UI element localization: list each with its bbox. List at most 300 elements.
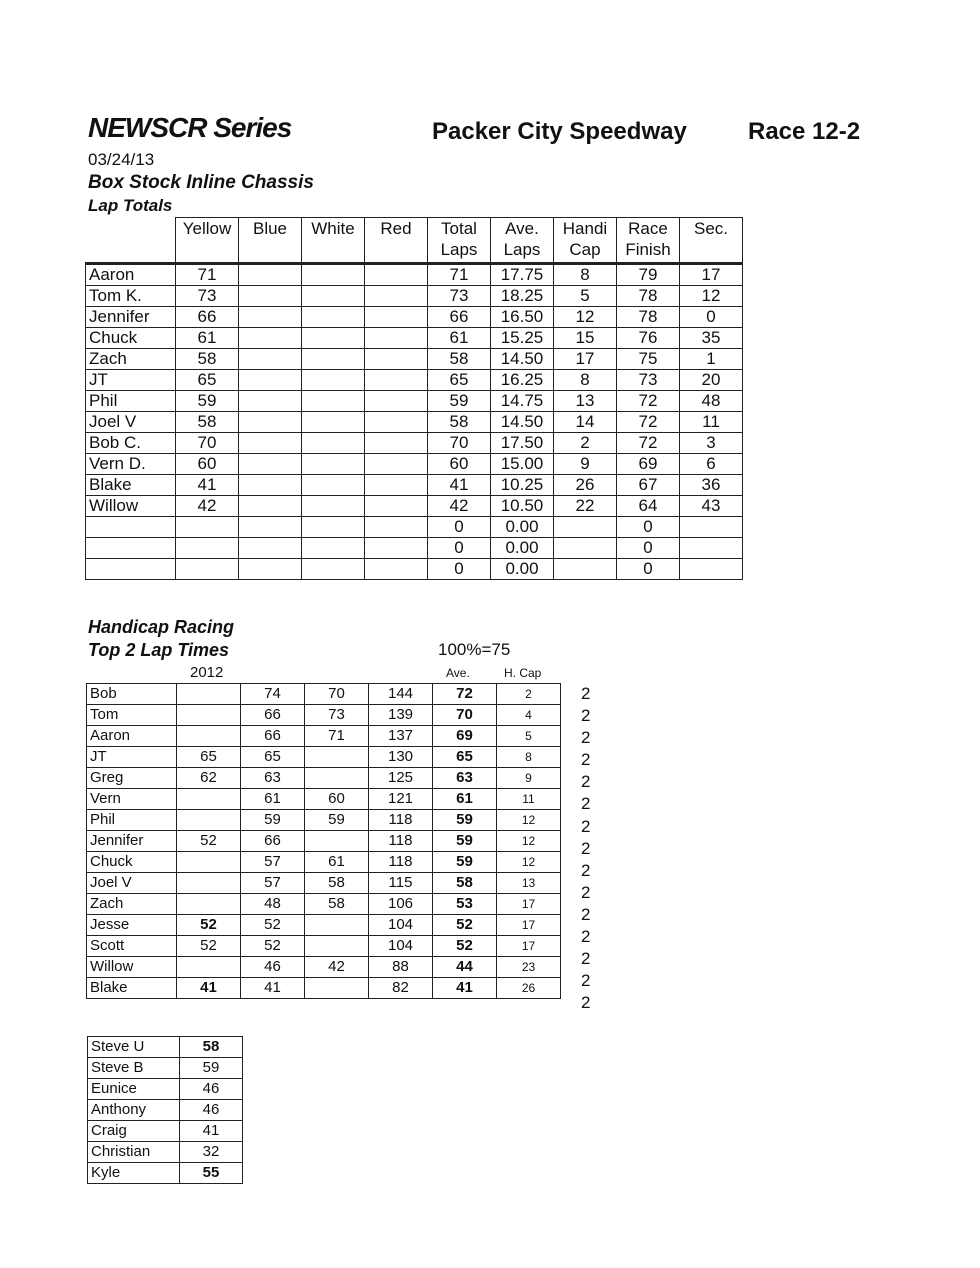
cell: 13: [554, 391, 617, 412]
cell: 61: [428, 328, 491, 349]
cell: 59: [433, 831, 497, 852]
cell: 12: [554, 307, 617, 328]
cell: 41: [177, 978, 241, 999]
column-header: Blue: [239, 218, 302, 264]
cell: [239, 349, 302, 370]
side-value: 2: [581, 838, 591, 858]
driver-name: Zach: [86, 349, 176, 370]
cell: 70: [433, 705, 497, 726]
table-row: [86, 328, 743, 349]
driver-name: Jesse: [87, 915, 177, 936]
driver-name: [86, 538, 176, 559]
cell: 44: [433, 957, 497, 978]
cell: 60: [305, 789, 369, 810]
cell: 52: [177, 936, 241, 957]
cell: 58: [433, 873, 497, 894]
cell: [177, 726, 241, 747]
hcap-label: H. Cap: [504, 666, 542, 680]
driver-name: Tom K.: [86, 286, 176, 307]
table-row: [87, 936, 561, 957]
percent-note: 100%=75: [438, 640, 511, 659]
cell: 17: [497, 894, 561, 915]
cell: 61: [305, 852, 369, 873]
cell: [239, 538, 302, 559]
cell: 66: [241, 726, 305, 747]
cell: 41: [428, 475, 491, 496]
column-header: Sec.: [680, 218, 743, 264]
cell: 67: [617, 475, 680, 496]
cell: 0: [617, 559, 680, 580]
side-value: 2: [581, 882, 591, 902]
cell: 61: [433, 789, 497, 810]
lap-totals-table: [85, 217, 743, 580]
cell: 0: [617, 538, 680, 559]
driver-name: Jennifer: [87, 831, 177, 852]
cell: 57: [241, 852, 305, 873]
driver-name: Willow: [87, 957, 177, 978]
cell: 16.25: [491, 370, 554, 391]
driver-name: Eunice: [88, 1079, 180, 1100]
table-row: [87, 831, 561, 852]
side-value: 2: [581, 794, 591, 814]
table-row: [87, 894, 561, 915]
handicap-heading: Handicap Racing: [88, 617, 235, 637]
cell: 0: [428, 538, 491, 559]
cell: 18.25: [491, 286, 554, 307]
cell: [365, 433, 428, 454]
cell: 65: [241, 747, 305, 768]
driver-name: Vern: [87, 789, 177, 810]
cell: [365, 307, 428, 328]
cell: [554, 559, 617, 580]
cell: 41: [241, 978, 305, 999]
driver-name: Chuck: [86, 328, 176, 349]
cell: 60: [428, 454, 491, 475]
column-header: White: [302, 218, 365, 264]
other-drivers-table: [87, 1036, 243, 1184]
driver-name: Vern D.: [86, 454, 176, 475]
cell: 72: [617, 412, 680, 433]
cell: 70: [176, 433, 239, 454]
cell: [239, 559, 302, 580]
cell: [177, 810, 241, 831]
table-row: [86, 496, 743, 517]
cell: [302, 475, 365, 496]
side-value: 2: [581, 927, 591, 947]
race-number: Race 12-2: [748, 118, 861, 145]
driver-name: Blake: [87, 978, 177, 999]
cell: 42: [428, 496, 491, 517]
cell: [305, 978, 369, 999]
top-laps-heading: Top 2 Lap Times: [88, 640, 230, 660]
driver-name: Joel V: [87, 873, 177, 894]
cell: 69: [433, 726, 497, 747]
cell: 14: [554, 412, 617, 433]
cell: [680, 517, 743, 538]
cell: 0: [680, 307, 743, 328]
cell: [365, 412, 428, 433]
cell: 66: [428, 307, 491, 328]
driver-name: Jennifer: [86, 307, 176, 328]
cell: 72: [433, 684, 497, 705]
cell: [177, 894, 241, 915]
cell: [365, 475, 428, 496]
cell: [239, 475, 302, 496]
cell: [305, 831, 369, 852]
cell: 115: [369, 873, 433, 894]
cell: 59: [305, 810, 369, 831]
side-value: 2: [581, 993, 591, 1013]
cell: 60: [176, 454, 239, 475]
cell: [302, 370, 365, 391]
driver-name: Greg: [87, 768, 177, 789]
table-row: [86, 517, 743, 538]
side-value: 2: [581, 728, 591, 748]
cell: 78: [617, 307, 680, 328]
cell: [305, 936, 369, 957]
cell: [177, 852, 241, 873]
cell: 46: [180, 1100, 243, 1121]
cell: [365, 517, 428, 538]
cell: 15.00: [491, 454, 554, 475]
cell: 63: [241, 768, 305, 789]
side-value: 2: [581, 684, 591, 703]
cell: [302, 517, 365, 538]
cell: [365, 496, 428, 517]
driver-name: Steve U: [88, 1037, 180, 1058]
cell: [305, 768, 369, 789]
cell: 104: [369, 915, 433, 936]
track-name: Packer City Speedway: [432, 118, 687, 145]
cell: 41: [180, 1121, 243, 1142]
table-row: [86, 412, 743, 433]
cell: [365, 349, 428, 370]
driver-name: Steve B: [88, 1058, 180, 1079]
table-row: [86, 370, 743, 391]
cell: 12: [497, 852, 561, 873]
cell: 59: [433, 810, 497, 831]
cell: 58: [305, 873, 369, 894]
cell: 75: [617, 349, 680, 370]
cell: 104: [369, 936, 433, 957]
cell: 139: [369, 705, 433, 726]
table-row: [86, 454, 743, 475]
cell: 70: [428, 433, 491, 454]
cell: 59: [180, 1058, 243, 1079]
table-row: [87, 915, 561, 936]
table-row: [88, 1058, 243, 1079]
cell: 65: [176, 370, 239, 391]
cell: [239, 370, 302, 391]
table-row: [86, 307, 743, 328]
table-row: [87, 768, 561, 789]
cell: 52: [177, 915, 241, 936]
cell: 130: [369, 747, 433, 768]
cell: 32: [180, 1142, 243, 1163]
cell: 15: [554, 328, 617, 349]
race-date: 03/24/13: [88, 150, 155, 169]
side-value: 2: [581, 949, 591, 969]
driver-name: Bob: [87, 684, 177, 705]
cell: [177, 957, 241, 978]
table-row: [88, 1142, 243, 1163]
side-value: 2: [581, 816, 591, 836]
cell: 5: [554, 286, 617, 307]
cell: 76: [617, 328, 680, 349]
table-row: [87, 789, 561, 810]
column-header: Total Laps: [428, 218, 491, 264]
cell: 8: [497, 747, 561, 768]
cell: 41: [176, 475, 239, 496]
cell: 121: [369, 789, 433, 810]
cell: 3: [680, 433, 743, 454]
cell: 57: [241, 873, 305, 894]
cell: 46: [241, 957, 305, 978]
driver-name: Zach: [87, 894, 177, 915]
driver-name: Tom: [87, 705, 177, 726]
cell: 17.75: [491, 264, 554, 286]
cell: 52: [433, 915, 497, 936]
driver-name: Willow: [86, 496, 176, 517]
cell: [680, 559, 743, 580]
driver-name: JT: [87, 747, 177, 768]
cell: 0.00: [491, 538, 554, 559]
table-row: [88, 1079, 243, 1100]
cell: [177, 705, 241, 726]
driver-name: Craig: [88, 1121, 180, 1142]
cell: 9: [497, 768, 561, 789]
cell: 73: [305, 705, 369, 726]
cell: 23: [497, 957, 561, 978]
cell: 144: [369, 684, 433, 705]
side-value: 2: [581, 971, 591, 991]
cell: 0: [428, 517, 491, 538]
cell: [305, 747, 369, 768]
cell: 10.50: [491, 496, 554, 517]
cell: 17: [554, 349, 617, 370]
cell: [239, 433, 302, 454]
cell: [239, 307, 302, 328]
cell: 58: [428, 349, 491, 370]
cell: 118: [369, 810, 433, 831]
ave-label: Ave.: [446, 666, 470, 680]
cell: 59: [241, 810, 305, 831]
column-header: Red: [365, 218, 428, 264]
cell: 61: [241, 789, 305, 810]
driver-name: Christian: [88, 1142, 180, 1163]
table-row: [87, 852, 561, 873]
table-row: [86, 475, 743, 496]
cell: 72: [617, 391, 680, 412]
cell: 17.50: [491, 433, 554, 454]
cell: 17: [497, 936, 561, 957]
cell: [365, 391, 428, 412]
cell: 42: [176, 496, 239, 517]
year-label: 2012: [190, 664, 224, 681]
cell: [239, 496, 302, 517]
cell: 118: [369, 831, 433, 852]
cell: 35: [680, 328, 743, 349]
cell: 64: [617, 496, 680, 517]
cell: 14.50: [491, 349, 554, 370]
cell: [302, 559, 365, 580]
cell: 48: [680, 391, 743, 412]
cell: 78: [617, 286, 680, 307]
table-row: [88, 1100, 243, 1121]
cell: [176, 559, 239, 580]
cell: [302, 538, 365, 559]
cell: 55: [180, 1163, 243, 1184]
cell: 137: [369, 726, 433, 747]
table-row: [88, 1037, 243, 1058]
table-row: [87, 747, 561, 768]
driver-name: [86, 559, 176, 580]
cell: 74: [241, 684, 305, 705]
cell: 71: [305, 726, 369, 747]
side-value: 2: [581, 772, 591, 792]
cell: 6: [680, 454, 743, 475]
cell: [365, 328, 428, 349]
cell: 36: [680, 475, 743, 496]
table-row: [87, 978, 561, 999]
cell: [239, 412, 302, 433]
cell: 88: [369, 957, 433, 978]
cell: 58: [176, 412, 239, 433]
cell: [365, 454, 428, 475]
cell: 17: [497, 915, 561, 936]
cell: [239, 454, 302, 475]
cell: [302, 454, 365, 475]
cell: 20: [680, 370, 743, 391]
cell: 2: [554, 433, 617, 454]
cell: 66: [241, 831, 305, 852]
driver-name: Bob C.: [86, 433, 176, 454]
lap-totals-heading: Lap Totals: [88, 196, 173, 215]
driver-name: Scott: [87, 936, 177, 957]
cell: 22: [554, 496, 617, 517]
driver-name: Anthony: [88, 1100, 180, 1121]
table-row: [88, 1163, 243, 1184]
cell: 70: [305, 684, 369, 705]
cell: [365, 264, 428, 286]
cell: 16.50: [491, 307, 554, 328]
table-row: [86, 391, 743, 412]
driver-name: [86, 517, 176, 538]
table-row: [86, 433, 743, 454]
cell: 41: [433, 978, 497, 999]
cell: 59: [428, 391, 491, 412]
cell: 42: [305, 957, 369, 978]
side-value: 2: [581, 750, 591, 770]
cell: 48: [241, 894, 305, 915]
cell: [177, 789, 241, 810]
cell: [305, 915, 369, 936]
cell: 66: [176, 307, 239, 328]
table-row: [86, 286, 743, 307]
cell: 11: [497, 789, 561, 810]
cell: [239, 264, 302, 286]
table-row: [86, 559, 743, 580]
cell: 17: [680, 264, 743, 286]
cell: 65: [428, 370, 491, 391]
cell: 58: [180, 1037, 243, 1058]
cell: 118: [369, 852, 433, 873]
cell: [554, 517, 617, 538]
cell: [239, 391, 302, 412]
cell: 58: [176, 349, 239, 370]
table-row: [87, 810, 561, 831]
cell: [302, 328, 365, 349]
table-row: [86, 349, 743, 370]
cell: 59: [433, 852, 497, 873]
cell: 63: [433, 768, 497, 789]
cell: [239, 517, 302, 538]
cell: 73: [428, 286, 491, 307]
cell: 12: [497, 831, 561, 852]
cell: [365, 370, 428, 391]
cell: 125: [369, 768, 433, 789]
cell: 53: [433, 894, 497, 915]
cell: [680, 538, 743, 559]
cell: 69: [617, 454, 680, 475]
table-row: [87, 705, 561, 726]
driver-name: Joel V: [86, 412, 176, 433]
side-value: 2: [581, 904, 591, 924]
cell: [176, 538, 239, 559]
cell: 65: [177, 747, 241, 768]
driver-name: Phil: [86, 391, 176, 412]
cell: 26: [554, 475, 617, 496]
cell: 0: [617, 517, 680, 538]
race-class: Box Stock Inline Chassis: [88, 172, 314, 193]
cell: 66: [241, 705, 305, 726]
table-row: [86, 538, 743, 559]
cell: [239, 286, 302, 307]
cell: 52: [433, 936, 497, 957]
cell: 14.50: [491, 412, 554, 433]
cell: 61: [176, 328, 239, 349]
cell: 1: [680, 349, 743, 370]
cell: 71: [428, 264, 491, 286]
cell: 0.00: [491, 559, 554, 580]
cell: 12: [497, 810, 561, 831]
cell: 43: [680, 496, 743, 517]
cell: [302, 496, 365, 517]
cell: [302, 264, 365, 286]
cell: [365, 286, 428, 307]
driver-name: Aaron: [87, 726, 177, 747]
table-row: [87, 684, 561, 705]
cell: 11: [680, 412, 743, 433]
cell: 8: [554, 264, 617, 286]
cell: 4: [497, 705, 561, 726]
cell: 65: [433, 747, 497, 768]
cell: [365, 538, 428, 559]
cell: 52: [241, 936, 305, 957]
table-row: [86, 264, 743, 286]
cell: [554, 538, 617, 559]
cell: [176, 517, 239, 538]
cell: 15.25: [491, 328, 554, 349]
cell: [302, 391, 365, 412]
driver-name: Phil: [87, 810, 177, 831]
side-value: 2: [581, 706, 591, 726]
cell: 71: [176, 264, 239, 286]
cell: [302, 412, 365, 433]
cell: 0.00: [491, 517, 554, 538]
cell: 58: [428, 412, 491, 433]
cell: 73: [617, 370, 680, 391]
